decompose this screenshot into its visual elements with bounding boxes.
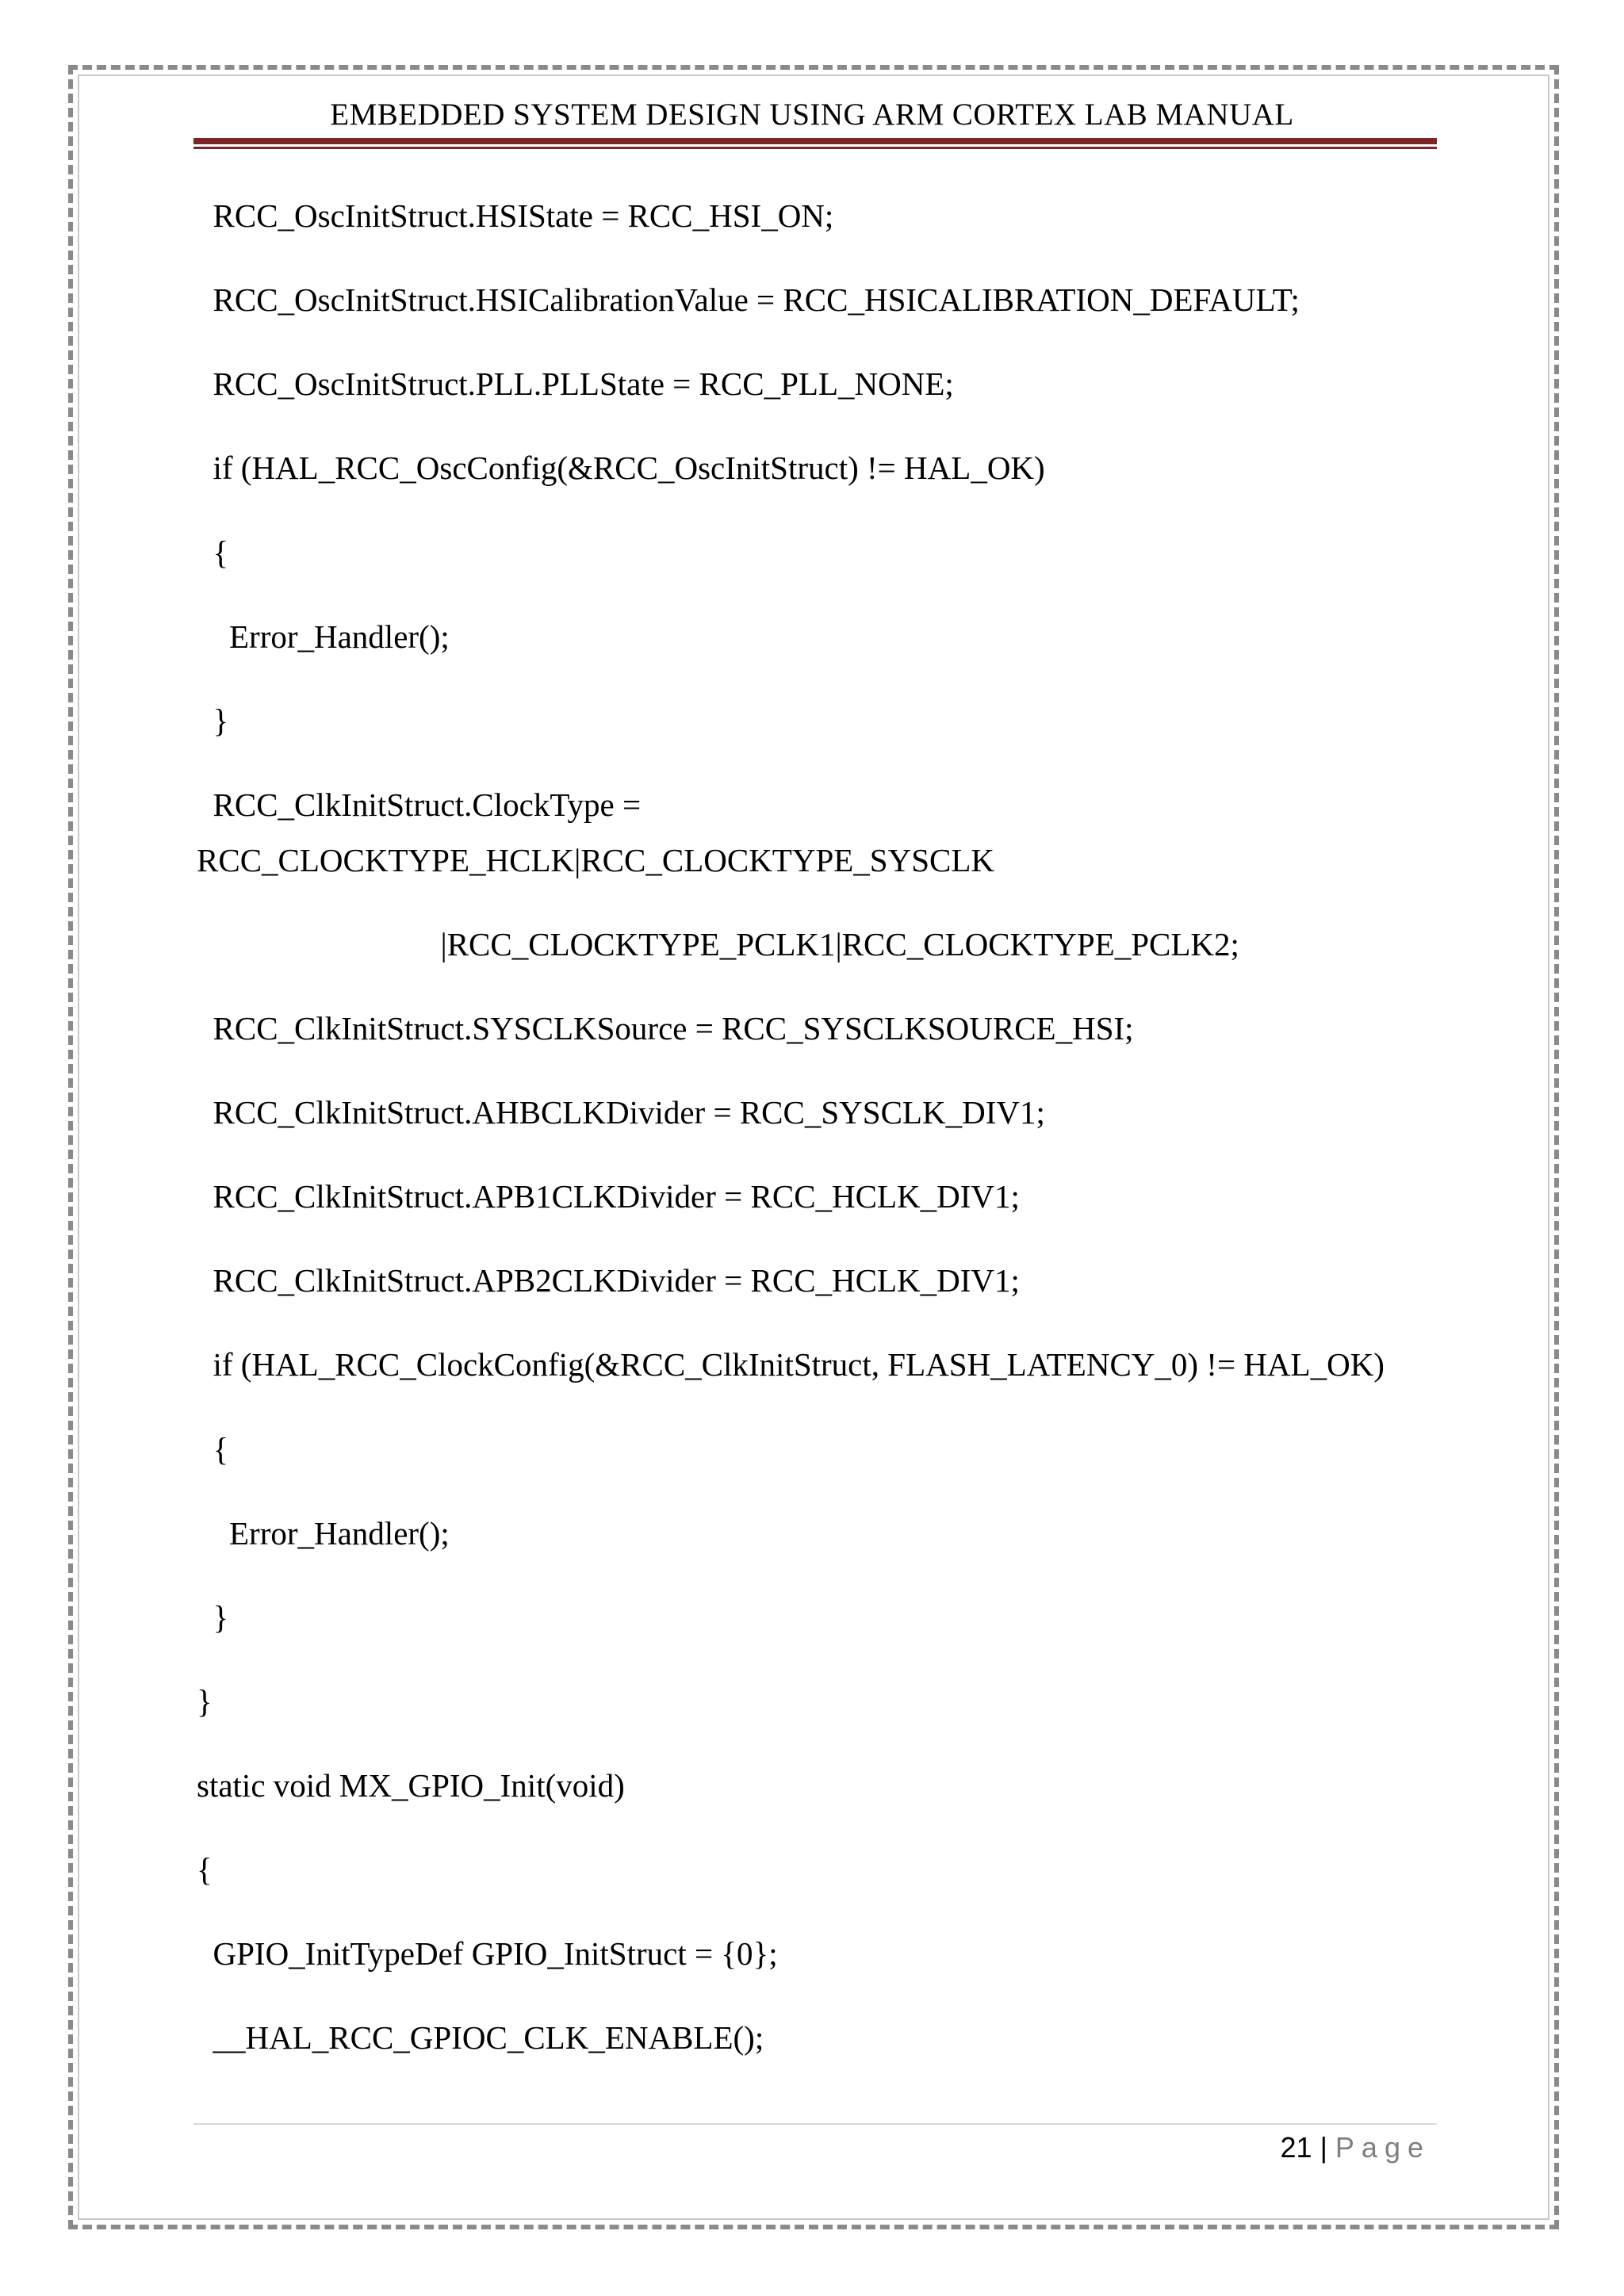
code-line: __HAL_RCC_GPIOC_CLK_ENABLE();: [197, 2019, 764, 2056]
code-line: {: [197, 534, 229, 571]
code-line: |RCC_CLOCKTYPE_PCLK1|RCC_CLOCKTYPE_PCLK2;: [197, 926, 1239, 962]
code-line: RCC_ClkInitStruct.APB2CLKDivider = RCC_HCLK_DIV1;: [197, 1262, 1020, 1299]
code-line: }: [197, 702, 229, 739]
header-rule-thin: [193, 147, 1437, 149]
header-rule: [193, 138, 1437, 144]
footer-rule: [193, 2123, 1437, 2125]
code-line: RCC_ClkInitStruct.APB1CLKDivider = RCC_HCLK_DIV1;: [197, 1178, 1020, 1215]
code-line: RCC_OscInitStruct.HSICalibrationValue = RCC_HSICALIBRATION_DEFAULT;: [197, 281, 1300, 318]
code-line: if (HAL_RCC_ClockConfig(&RCC_ClkInitStruct, FLASH_LATENCY_0) != HAL_OK): [197, 1346, 1385, 1383]
code-line: }: [197, 1683, 213, 1720]
code-line: RCC_OscInitStruct.HSIState = RCC_HSI_ON;: [197, 197, 834, 234]
code-line: RCC_ClkInitStruct.AHBCLKDivider = RCC_SYSCLK_DIV1;: [197, 1094, 1045, 1131]
code-line: {: [197, 1851, 213, 1888]
page-label: Page: [1335, 2131, 1431, 2164]
code-line: Error_Handler();: [197, 1515, 450, 1552]
code-line: if (HAL_RCC_OscConfig(&RCC_OscInitStruct) != HAL_OK): [197, 450, 1045, 486]
page-number: 21: [1280, 2131, 1312, 2164]
code-line: static void MX_GPIO_Init(void): [197, 1767, 625, 1804]
code-line: GPIO_InitTypeDef GPIO_InitStruct = {0};: [197, 1935, 778, 1972]
code-line: RCC_OscInitStruct.PLL.PLLState = RCC_PLL_NONE;: [197, 365, 954, 402]
code-line: RCC_CLOCKTYPE_HCLK|RCC_CLOCKTYPE_SYSCLK: [197, 842, 995, 878]
page-footer: [1281, 2131, 1431, 2164]
running-header: EMBEDDED SYSTEM DESIGN USING ARM CORTEX LAB MANUAL: [330, 98, 1294, 132]
code-line: Error_Handler();: [197, 618, 450, 655]
page-separator: |: [1320, 2131, 1327, 2164]
code-line: RCC_ClkInitStruct.ClockType =: [197, 786, 642, 823]
code-line: }: [197, 1599, 229, 1636]
code-line: RCC_ClkInitStruct.SYSCLKSource = RCC_SYSCLKSOURCE_HSI;: [197, 1010, 1134, 1047]
code-line: {: [197, 1431, 229, 1468]
